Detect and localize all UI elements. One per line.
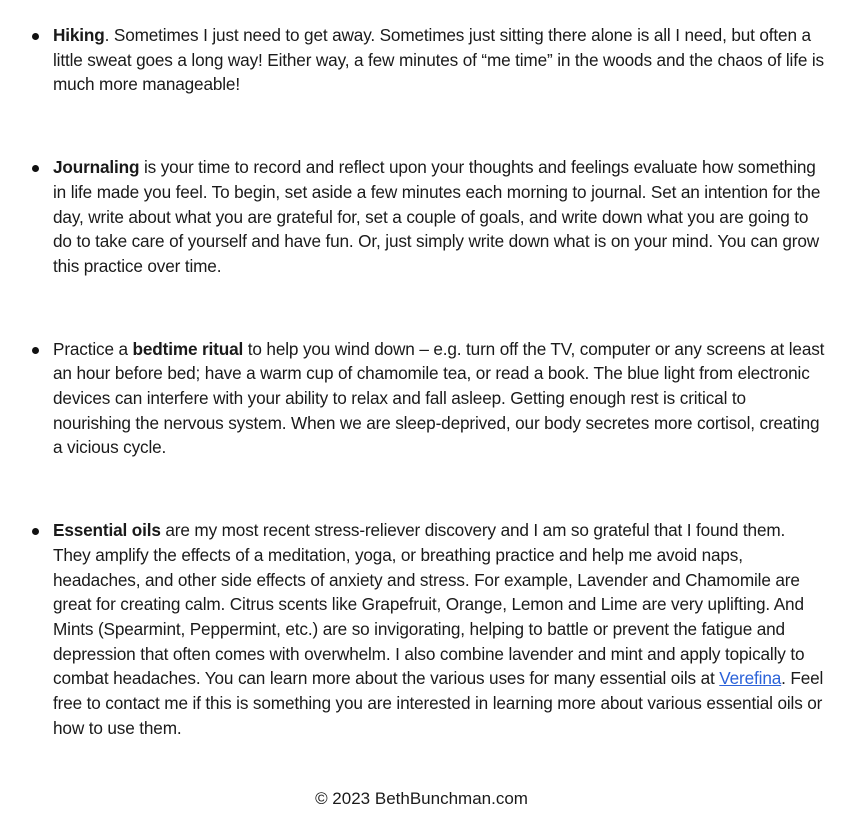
- footer-copyright: © 2023 BethBunchman.com: [315, 789, 528, 808]
- tip-body-continued: . Feel free to contact me if this is something you are interested in learning more about various essential oils or how to use them.: [53, 668, 824, 738]
- stress-relief-tips-list: [0, 23, 843, 740]
- bullet-icon: [32, 33, 39, 40]
- tip-title: Hiking: [53, 25, 105, 45]
- list-item-journaling: [53, 155, 825, 279]
- tip-lead: Practice a: [53, 338, 133, 359]
- tip-title: Essential oils: [53, 520, 161, 541]
- tip-text: [53, 25, 824, 94]
- list-item-hiking: [53, 23, 825, 97]
- tip-text: [53, 339, 824, 458]
- tip-body: are my most recent stress-reliever discovery and I am so grateful that I found them. They amplify the effects of a meditation, yoga, or breathing practice and help me avoid naps, headaches, and other side effects of anxiety and stress. For example, Lavender and Chamomile are great for creating calm. Citrus scents like Grapefruit, Orange, Lemon and Lime are very uplifting. And Mints (Spearmint, Peppermint, etc.) are so invigorating, helping to battle or prevent the fatigue and depression that often comes with overwhelm. I also combine lavender and mint and apply topically to combat headaches. You can learn more about the various uses for many essential oils at: [53, 520, 805, 689]
- tip-text: [53, 520, 823, 738]
- tip-body: . Sometimes I just need to get away. Sometimes just sitting there alone is all I need, but often a little sweat goes a long way! Either way, a few minutes of “me time” in the woods and the chaos of life is much more manageable!: [53, 25, 824, 95]
- tip-text: [53, 157, 820, 276]
- article-content: [0, 23, 843, 740]
- list-item-essential-oils: [53, 518, 825, 740]
- tip-title: bedtime ritual: [132, 338, 244, 359]
- tip-body: to help you wind down – e.g. turn off the TV, computer or any screens at least an hour before bed; have a warm cup of chamomile tea, or read a book. The blue light from electronic devices can interfere with your ability to relax and fall asleep. Getting enough rest is critical to nourishing the nervous system. When we are sleep-deprived, our body secretes more cortisol, creating a vicious cycle.: [53, 338, 825, 458]
- tip-body: is your time to record and reflect upon your thoughts and feelings evaluate how something in life made you feel. To begin, set aside a few minutes each morning to journal. Set an intention for the day, write about what you are grateful for, set a couple of goals, and write down what you are going to do to take care of yourself and have fun. Or, just simply write down what is on your mind. You can grow this practice over time.: [53, 157, 821, 276]
- verefina-link[interactable]: Verefina: [719, 668, 782, 689]
- bullet-icon: [32, 347, 39, 354]
- bullet-icon: [32, 165, 39, 172]
- bullet-icon: [32, 528, 39, 535]
- list-item-bedtime-ritual: [53, 337, 825, 461]
- tip-title: Journaling: [53, 157, 140, 178]
